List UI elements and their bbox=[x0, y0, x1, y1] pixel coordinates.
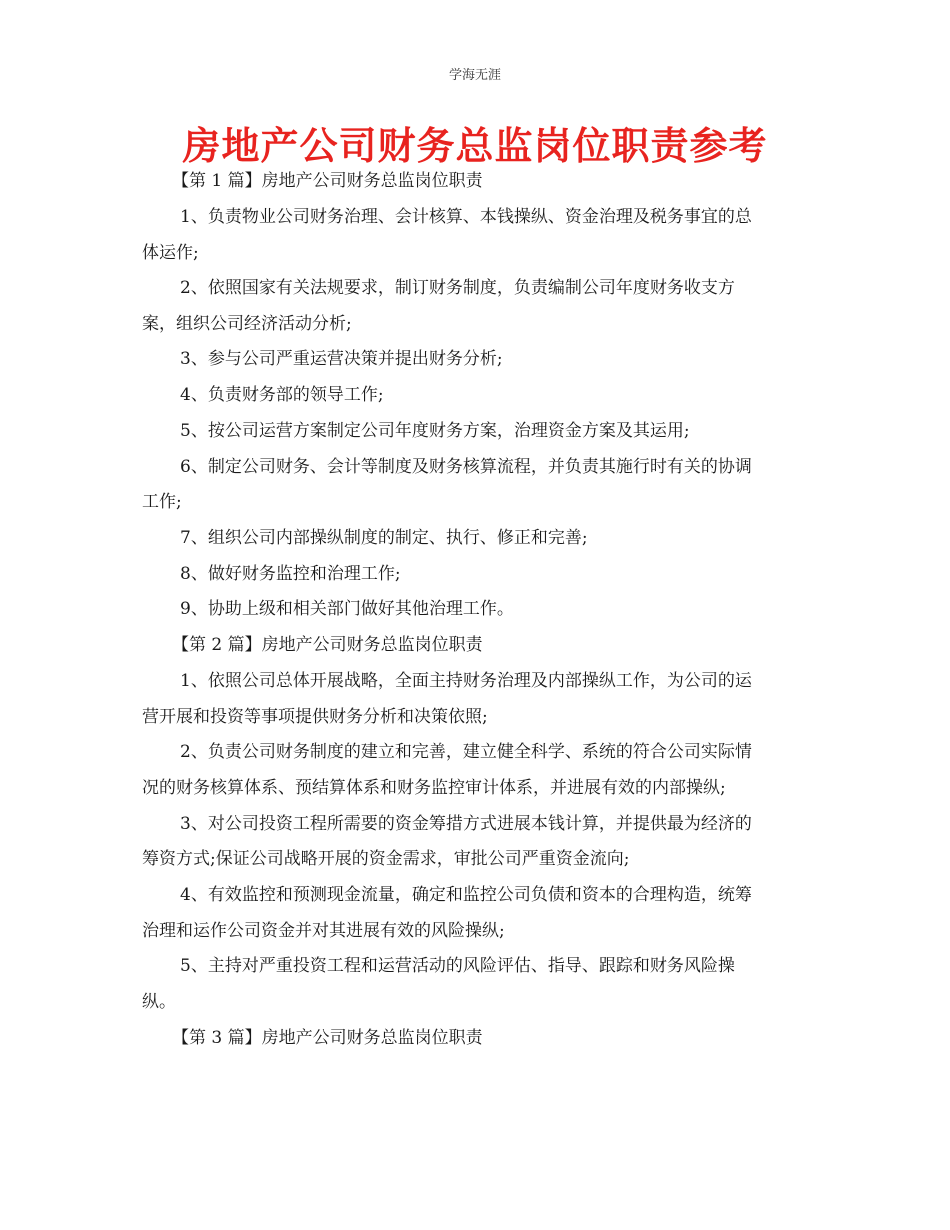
list-item: 2、负责公司财务制度的建立和完善，建立健全科学、系统的符合公司实际情 bbox=[180, 742, 752, 762]
list-item-continuation: 况的财务核算体系、预结算体系和财务监控审计体系，并进展有效的内部操纵; bbox=[142, 778, 726, 798]
list-item: 5、按公司运营方案制定公司年度财务方案，治理资金方案及其运用; bbox=[180, 421, 690, 441]
list-item: 7、组织公司内部操纵制度的制定、执行、修正和完善; bbox=[180, 528, 588, 548]
list-item: 8、做好财务监控和治理工作; bbox=[180, 564, 401, 584]
section-heading: 【第 3 篇】房地产公司财务总监岗位职责 bbox=[172, 1028, 483, 1048]
list-item: 2、依照国家有关法规要求，制订财务制度，负责编制公司年度财务收支方 bbox=[180, 278, 735, 298]
list-item: 1、依照公司总体开展战略，全面主持财务治理及内部操纵工作，为公司的运 bbox=[180, 671, 752, 691]
list-item-continuation: 筹资方式;保证公司战略开展的资金需求，审批公司严重资金流向; bbox=[142, 849, 630, 869]
page-header: 学海无涯 bbox=[448, 68, 501, 83]
list-item-continuation: 纵。 bbox=[142, 992, 176, 1012]
list-item: 6、制定公司财务、会计等制度及财务核算流程，并负责其施行时有关的协调 bbox=[180, 457, 752, 477]
list-item-continuation: 案，组织公司经济活动分析; bbox=[142, 314, 352, 334]
list-item: 5、主持对严重投资工程和运营活动的风险评估、指导、跟踪和财务风险操 bbox=[180, 956, 735, 976]
section-heading: 【第 1 篇】房地产公司财务总监岗位职责 bbox=[172, 171, 483, 191]
document-title: 房地产公司财务总监岗位职责参考 bbox=[182, 124, 768, 168]
list-item-continuation: 治理和运作公司资金并对其进展有效的风险操纵; bbox=[142, 921, 505, 941]
list-item: 9、协助上级和相关部门做好其他治理工作。 bbox=[180, 599, 514, 619]
list-item-continuation: 体运作; bbox=[142, 243, 199, 263]
list-item: 4、负责财务部的领导工作; bbox=[180, 385, 384, 405]
list-item-continuation: 营开展和投资等事项提供财务分析和决策依照; bbox=[142, 707, 488, 727]
list-item-continuation: 工作; bbox=[142, 492, 182, 512]
list-item: 1、负责物业公司财务治理、会计核算、本钱操纵、资金治理及税务事宜的总 bbox=[180, 207, 752, 227]
list-item: 3、参与公司严重运营决策并提出财务分析; bbox=[180, 349, 503, 369]
section-heading: 【第 2 篇】房地产公司财务总监岗位职责 bbox=[172, 635, 483, 655]
list-item: 3、对公司投资工程所需要的资金筹措方式进展本钱计算，并提供最为经济的 bbox=[180, 814, 752, 834]
list-item: 4、有效监控和预测现金流量，确定和监控公司负债和资本的合理构造，统筹 bbox=[180, 885, 752, 905]
